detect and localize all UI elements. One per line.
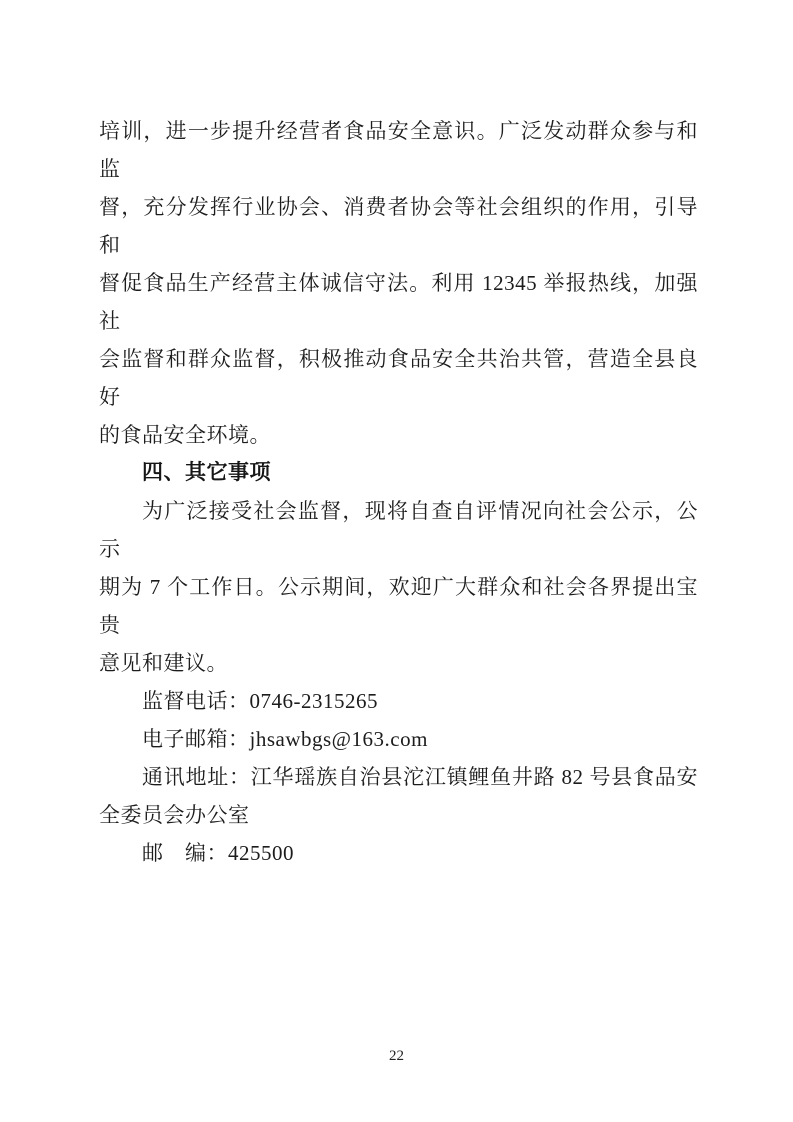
contact-address-line: 全委员会办公室	[99, 803, 250, 827]
contact-phone-line: 监督电话：0746-2315265	[142, 689, 378, 713]
page-number: 22	[389, 1048, 404, 1064]
section-heading: 四、其它事项	[142, 461, 271, 484]
body-line: 意见和建议。	[99, 651, 228, 675]
body-line: 会监督和群众监督，积极推动食品安全共治共管，营造全县良好	[99, 347, 698, 409]
contact-address-line: 通讯地址：江华瑶族自治县沱江镇鲤鱼井路 82 号县食品安	[142, 765, 698, 789]
body-line: 的食品安全环境。	[99, 423, 271, 447]
contact-email-line: 电子邮箱：jhsawbgs@163.com	[142, 727, 428, 751]
contact-postcode-line: 邮 编：425500	[142, 841, 294, 865]
document-body	[99, 112, 698, 872]
body-line: 督，充分发挥行业协会、消费者协会等社会组织的作用，引导和	[99, 195, 698, 257]
page-footer	[0, 1048, 793, 1065]
body-line: 期为 7 个工作日。公示期间，欢迎广大群众和社会各界提出宝贵	[99, 575, 698, 637]
body-line: 培训，进一步提升经营者食品安全意识。广泛发动群众参与和监	[99, 119, 698, 181]
body-line: 为广泛接受社会监督，现将自查自评情况向社会公示，公示	[99, 499, 698, 561]
body-line: 督促食品生产经营主体诚信守法。利用 12345 举报热线，加强社	[99, 271, 698, 333]
